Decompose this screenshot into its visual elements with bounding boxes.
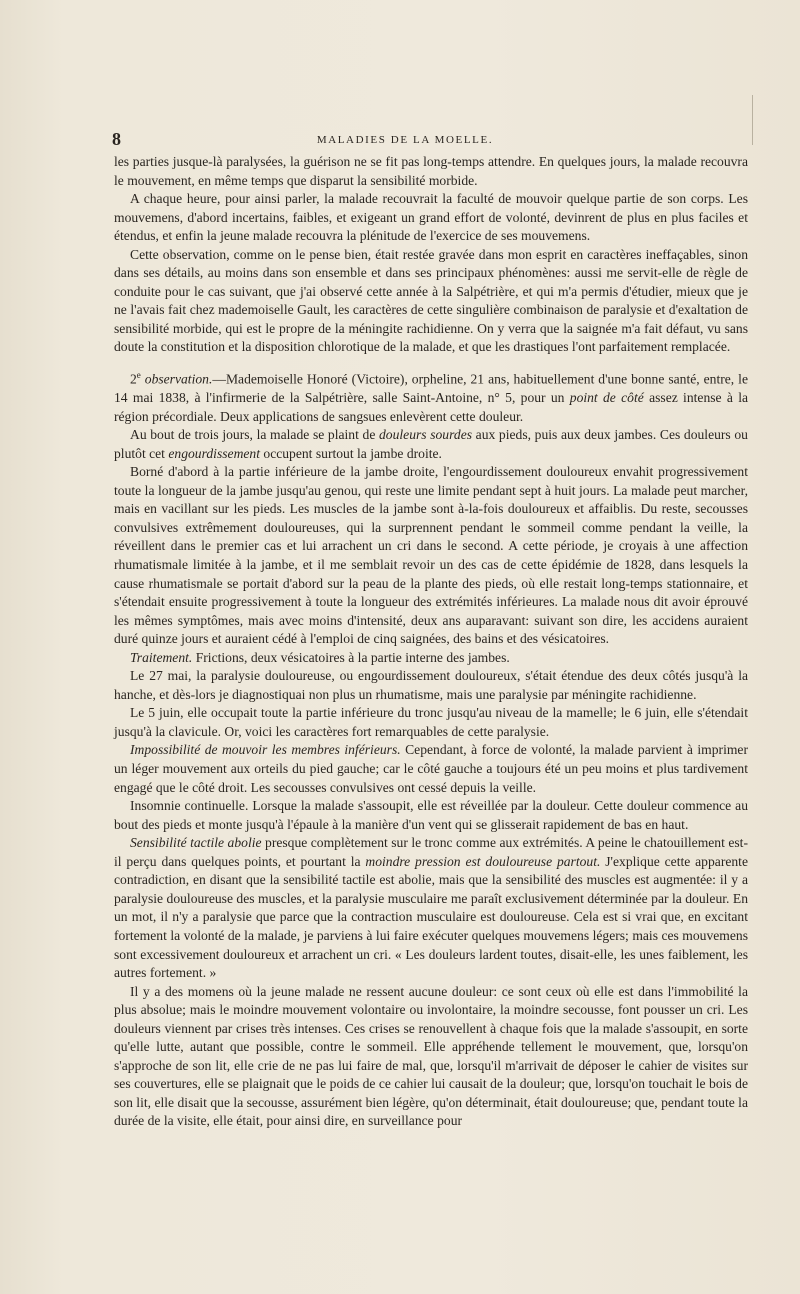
text-run: Frictions, deux vésicatoires à la partie interne des jambes. [192, 649, 510, 665]
paragraph [114, 153, 748, 190]
body-text [114, 153, 748, 1131]
text-run: Cette observation, comme on le pense bien, était restée gravée dans mon esprit en caractères ineffaçables, sinon dans ses détails, au moins dans son ensemble et dans ses principaux phénomènes: aussi me servit-elle de règle de conduite pour le cas suivant, que j'ai observé cette année à la Salpétrière, et qui m'a permis d'étudier, mieux que je ne l'avais fait chez mademoiselle Gault, les caractères de cette singulière combinaison de paralysie et d'exaltation de sensibilité morbide, qui est le propre de la méningite rachidienne. On y verra que la saignée m'a fait défaut, vu sans doute la constitution et la disposition chlorotique de la malade, et que les drastiques l'ont parfaitement remplacée. [114, 246, 748, 355]
paragraph [114, 366, 748, 426]
italic-run: Impossibilité de mouvoir les membres inférieurs. [130, 742, 401, 758]
text-run: Le 5 juin, elle occupait toute la partie inférieure du tronc jusqu'au niveau de la mamelle; le 6 juin, elle s'étendait jusqu'à la clavicule. Or, voici les caractères fort remarquables de cette paralysie. [114, 705, 748, 739]
italic-run: Sensibilité tactile abolie [130, 835, 262, 851]
text-run: presque complètement sur le tronc comme aux extrémités. A peine le chatouillement est-il perçu dans quelques points, et pourtant la [114, 835, 748, 869]
italic-run: douleurs sourdes [379, 427, 473, 443]
text-run: Il y a des momens où la jeune malade ne ressent aucune douleur: ce sont ceux où elle est dans l'immobilité la plus absolue; mais le moindre mouvement volontaire ou involontaire, la moindre secousse, font pousser un cri. Les douleurs viennent par crises très intenses. Ces crises se renouvellent à chaque fois que la malade s'assoupit, en sorte qu'elle lutte, autant que possible, contre le sommeil. Elle appréhende tellement le mouvement, que, lorsqu'on s'approche de son lit, elle crie de ne pas lui faire de mal, que, lorsqu'il m'arrivait de déposer le cahier de visites sur ses couvertures, elle se plaignait que le poids de ce cahier lui causait de la douleur; que, lorsqu'on touchait le bois de son lit, elle disait que la secousse, assurément bien légère, qu'on déterminait, était douloureuse; que, pendant toute la durée de la visite, elle était, pour ainsi dire, en surveillance pour [114, 983, 748, 1129]
text-run: —Mademoiselle Honoré (Victoire), orpheline, 21 ans, habituellement d'une bonne santé, entre, le 14 mai 1838, à l'infirmerie de la Salpétrière, salle Saint-Antoine, n° 5, pour un [114, 371, 748, 406]
paragraph [114, 463, 748, 648]
italic-run: engourdissement [168, 445, 260, 461]
text-run: Insomnie continuelle. Lorsque la malade s'assoupit, elle est réveillée par la douleur. Cette douleur commence au bout des pieds et monte jusqu'à l'épaule à la manière d'un vent qui se glisserait rapidement de bas en haut. [114, 798, 748, 832]
paragraph [114, 704, 748, 741]
text-run: Au bout de trois jours, la malade se plaint de [130, 427, 379, 443]
text-run: les parties jusque-là paralysées, la guérison ne se fit pas long-temps attendre. En quelques jours, la malade recouvra le mouvement, en même temps que disparut la sensibilité morbide. [114, 154, 748, 188]
paragraph [114, 983, 748, 1131]
paragraph [114, 426, 748, 463]
paragraph [114, 190, 748, 246]
paragraph [114, 667, 748, 704]
paragraph [114, 649, 748, 668]
running-head: MALADIES DE LA MOELLE. [316, 134, 494, 146]
text-run: Cependant, à force de volonté, la malade parvient à imprimer un léger mouvement aux orteils du pied gauche; car le côté gauche a toujours été un peu moins et plus tardivement engagé que le côté droit. Les secousses convulsives ont cessé depuis la veille. [114, 742, 748, 795]
italic-run: point de côté [569, 390, 644, 406]
paragraph [114, 741, 748, 797]
text-run: Le 27 mai, la paralysie douloureuse, ou engourdissement douloureux, s'était étendue des deux côtés jusqu'à la hanche, et dès-lors je diagnostiquai non plus un rhumatisme, mais une paralysie par méningite rachidienne. [114, 668, 748, 702]
text-run: aux pieds, puis aux deux jambes. Ces douleurs ou plutôt cet [114, 427, 748, 461]
text-run: assez intense à la région précordiale. Deux applications de sangsues enlevèrent cette douleur. [114, 390, 748, 424]
paragraph [114, 246, 748, 357]
text-run: J'explique cette apparente contradiction, en disant que la sensibilité tactile est abolie, mais que la sensibilité des muscles est augmentée: il y a paralysie douloureuse des muscles, et la paralysie musculaire me paraît exclusivement déterminée par la douleur. En un mot, il n'y a paralysie que parce que la contraction musculaire est douloureuse. Cela est si vrai que, en excitant fortement la volonté de la malade, je parviens à lui faire exécuter quelques mouvemens légers; mais ces mouvemens sont excessivement douloureux et arrachent un cri. « Les douleurs lardent toutes, disait-elle, les unes faiblement, les autres fortement. » [114, 853, 748, 981]
text-run: 2 [130, 371, 137, 387]
italic-run: moindre pression est douloureuse partout. [365, 853, 601, 869]
page-number: 8 [112, 129, 121, 149]
paragraph [114, 834, 748, 982]
text-run: A chaque heure, pour ainsi parler, la malade recouvrait la faculté de mouvoir quelque partie de son corps. Les mouvemens, d'abord incertains, faibles, et exigeant un grand effort de volonté, devinrent de plus en plus faciles et étendus, et enfin la jeune malade recouvra la plénitude de l'exercice de ses mouvemens. [114, 191, 748, 244]
text-run: occupent surtout la jambe droite. [260, 445, 442, 461]
paragraph [114, 797, 748, 834]
superscript-run: e [136, 370, 141, 381]
italic-run: observation. [144, 371, 213, 387]
text-run: Borné d'abord à la partie inférieure de la jambe droite, l'engourdissement douloureux envahit progressivement toute la longueur de la jambe jusqu'au genou, qui reste une limite pendant sept à huit jours. La malade peut marcher, mais en vacillant sur les pieds. Les muscles de la jambe sont à-la-fois douloureux et affaiblis. Du reste, secousses convulsives extrêmement douloureuses, qui la surprennent pendant le sommeil comme pendant la veille, la réveillent dans le premier cas et lui arrachent un cri dans le second. A cette période, je croyais à une affection rhumatismale limitée à la jambe, et il me semblait revoir un des cas de cette épidémie de 1828, dans lesquels la cause rhumatismale se portait d'abord sur la peau de la plante des pieds, où elle restait long-temps stationnaire, et s'étendait ensuite progressivement à toute la longueur des extrémités inférieures. La malade nous dit avoir éprouvé les mêmes symptômes, mais avec moins d'intensité, deux ans auparavant: suivant son dire, les accidens auraient duré quinze jours et auraient cédé à l'emploi de cinq saignées, des bains et des vésicatoires. [114, 464, 748, 647]
italic-run: Traitement. [130, 649, 193, 665]
